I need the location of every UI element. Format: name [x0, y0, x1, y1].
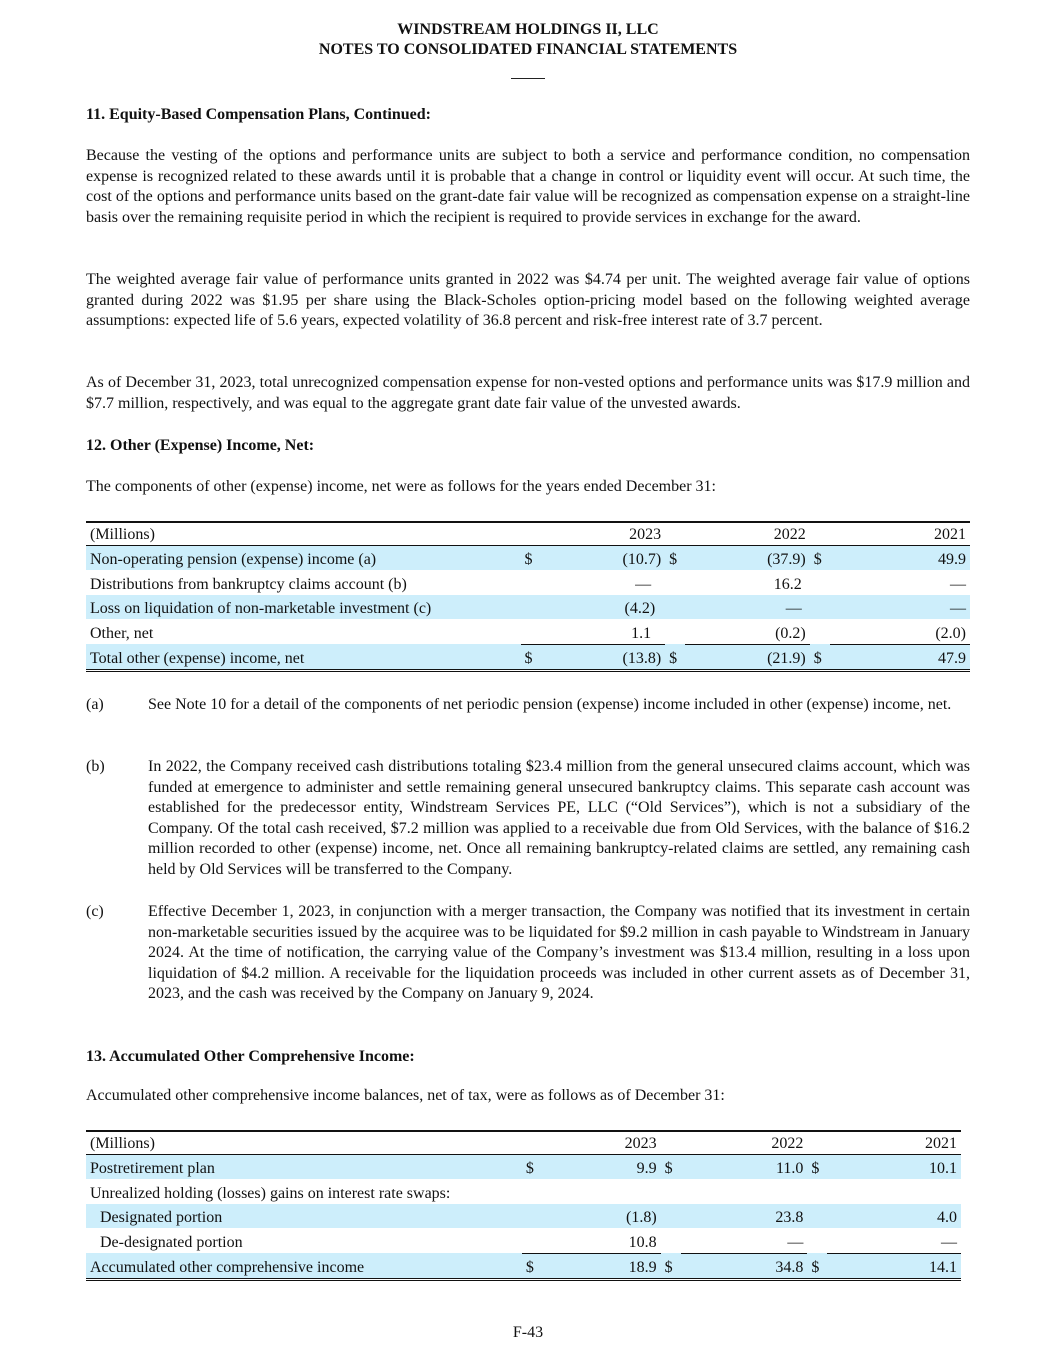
section-11-paragraph-2 — [86, 270, 970, 332]
table-total-row — [86, 1253, 961, 1279]
year-header: 2023 — [542, 1131, 661, 1155]
currency-symbol — [807, 1204, 827, 1228]
value-2022: (21.9) — [685, 644, 810, 670]
footnote-a — [86, 695, 970, 716]
footnote-text: See Note 10 for a detail of the components of net periodic pension (expense) income included in other (expense) income, net. — [148, 696, 952, 713]
row-label: Total other (expense) income, net — [86, 644, 521, 670]
paragraph-text: As of December 31, 2023, total unrecognized compensation expense for non-vested options and performance units was $17.9 million and $7.7 million, respectively, and was equal to the aggregate grant date fair value of the unvested awards. — [86, 374, 970, 412]
page-number: F-43 — [512, 1324, 544, 1341]
value-2022: 16.2 — [773, 575, 802, 593]
value-2022: (37.9) — [685, 546, 810, 571]
currency-symbol — [521, 595, 541, 619]
unit-label: (Millions) — [86, 1131, 522, 1155]
value-2022: 23.8 — [681, 1204, 808, 1228]
currency-symbol: $ — [810, 644, 830, 670]
value-2023: 18.9 — [542, 1253, 661, 1279]
row-label: Non-operating pension (expense) income (a) — [86, 546, 521, 571]
currency-symbol: $ — [661, 1253, 681, 1279]
row-label: Other, net — [90, 625, 154, 643]
value-2023: (10.7) — [540, 546, 665, 571]
currency-symbol: $ — [522, 1155, 542, 1180]
year-header: 2022 — [681, 1131, 808, 1155]
aoci-table — [86, 1130, 961, 1281]
footnote-text: In 2022, the Company received cash distributions totaling $23.4 million from the general unsecured claims account, which was funded at emergence to administer and settle remaining general unsecured bankruptcy claims. This separate cash account was established for the predecessor entity, Windstream Services PE, LLC (“Old Services”), which is not a subsidiary of the Company. Of the total cash received, $7.2 million was applied to a receivable due from Old Services, with the balance of $16.2 million recorded to other (expense) income, net. Once all remaining bankruptcy-related claims are settled, any remaining cash held by Old Services will be transferred to the Company. — [148, 758, 970, 878]
table-row — [86, 570, 970, 594]
currency-symbol — [521, 570, 541, 594]
value-2021: 4.0 — [827, 1204, 961, 1228]
section-12-heading: 12. Other (Expense) Income, Net: — [86, 437, 315, 454]
currency-symbol — [807, 1228, 827, 1253]
currency-symbol — [522, 1228, 542, 1253]
currency-symbol: $ — [521, 644, 541, 670]
row-label: Distributions from bankruptcy claims account (b) — [90, 575, 407, 593]
table-header-row — [86, 1131, 961, 1155]
row-label: Loss on liquidation of non-marketable investment (c) — [86, 595, 521, 619]
year-header: 2021 — [827, 1131, 961, 1155]
other-income-table — [86, 521, 970, 672]
currency-symbol: $ — [807, 1253, 827, 1279]
currency-symbol: $ — [810, 546, 830, 571]
currency-symbol — [665, 595, 685, 619]
year-header: 2022 — [685, 522, 810, 546]
value-2021: 10.1 — [827, 1155, 961, 1180]
row-label: Unrealized holding (losses) gains on interest rate swaps: — [90, 1184, 451, 1202]
section-11-heading: 11. Equity-Based Compensation Plans, Continued: — [86, 106, 431, 123]
value-2023: (4.2) — [540, 595, 665, 619]
currency-symbol: $ — [665, 644, 685, 670]
currency-symbol: $ — [665, 546, 685, 571]
table-row — [86, 1204, 961, 1228]
value-2021: 14.1 — [827, 1253, 961, 1279]
table-row — [86, 1155, 961, 1180]
currency-symbol: $ — [521, 546, 541, 571]
currency-symbol: $ — [522, 1253, 542, 1279]
row-label: Designated portion — [86, 1204, 522, 1228]
value-2023: — — [635, 575, 652, 593]
table-header-row — [86, 522, 970, 546]
row-label: Accumulated other comprehensive income — [86, 1253, 522, 1279]
currency-symbol — [665, 619, 685, 644]
currency-symbol — [661, 1228, 681, 1253]
value-2023: (13.8) — [540, 644, 665, 670]
section-13-heading: 13. Accumulated Other Comprehensive Income: — [86, 1048, 415, 1065]
footnote-c — [86, 902, 970, 1005]
table-row — [86, 1179, 961, 1203]
paragraph-text: Because the vesting of the options and performance units are subject to both a service and performance condition, no compensation expense is recognized related to these awards until it is probable that a change in control or liquidity event will occur. At such time, the cost of the options and performance units based on the grant-date fair value will be recognized as compensation expense on a straight-line basis over the remaining requisite period in which the recipient is required to provide services in exchange for the award. — [86, 147, 970, 226]
value-2021: — — [830, 595, 970, 619]
currency-symbol — [810, 570, 830, 594]
section-11-paragraph-1 — [86, 146, 970, 228]
currency-symbol — [810, 595, 830, 619]
footnote-text: Effective December 1, 2023, in conjunction with a merger transaction, the Company was notified that its investment in certain non-marketable securities issued by the acquiree was to be liquidated for $9.2 million in cash payable to Windstream in January 2024. At the time of notification, the carrying value of the Company’s investment was $13.4 million, resulting in a loss upon liquidation of $4.2 million. A receivable for the liquidation proceeds was included in other current assets as of December 31, 2023, and the cash was received by the Company on January 9, 2024. — [148, 903, 970, 1003]
section-11-paragraph-3 — [86, 373, 970, 414]
value-2023: 1.1 — [540, 619, 665, 644]
footnote-marker: (a) — [86, 696, 104, 713]
unit-label: (Millions) — [86, 522, 521, 546]
paragraph-text: The weighted average fair value of performance units granted in 2022 was $4.74 per unit. The weighted average fair value of options granted during 2022 was $1.95 per share using the Black-Scholes option-pricing model based on the following weighted average assumptions: expected life of 5.6 years, expected volatility of 36.8 percent and risk-free interest rate of 3.7 percent. — [86, 271, 970, 330]
table-row — [86, 546, 970, 571]
row-label: Postretirement plan — [86, 1155, 522, 1180]
value-2022: 34.8 — [681, 1253, 808, 1279]
section-12-intro: The components of other (expense) income, net were as follows for the years ended December 31: — [86, 478, 716, 495]
section-13-intro: Accumulated other comprehensive income balances, net of tax, were as follows as of December 31: — [86, 1087, 725, 1104]
table-row — [86, 619, 970, 644]
value-2022: (0.2) — [685, 619, 810, 644]
footnote-b — [86, 757, 970, 881]
footnote-marker: (c) — [86, 903, 104, 920]
value-2023: 10.8 — [542, 1228, 661, 1253]
value-2022: — — [685, 595, 810, 619]
company-name: WINDSTREAM HOLDINGS II, LLC — [397, 21, 659, 38]
row-label: De-designated portion — [100, 1234, 243, 1252]
table — [86, 1130, 961, 1281]
currency-symbol — [522, 1204, 542, 1228]
value-2021: 49.9 — [830, 546, 970, 571]
currency-symbol: $ — [807, 1155, 827, 1180]
table-row — [86, 595, 970, 619]
currency-symbol: $ — [661, 1155, 681, 1180]
document-title: NOTES TO CONSOLIDATED FINANCIAL STATEMENTS — [318, 41, 738, 58]
value-2021: — — [950, 575, 966, 593]
footnote-marker: (b) — [86, 758, 105, 775]
currency-symbol — [661, 1204, 681, 1228]
table — [86, 521, 970, 672]
year-header: 2023 — [540, 522, 665, 546]
value-2022: 11.0 — [681, 1155, 808, 1180]
currency-symbol — [665, 570, 685, 594]
value-2021: 47.9 — [830, 644, 970, 670]
value-2021: — — [827, 1228, 961, 1253]
currency-symbol — [521, 619, 541, 644]
table-row — [86, 1228, 961, 1253]
value-2022: — — [681, 1228, 808, 1253]
value-2021: (2.0) — [830, 619, 970, 644]
currency-symbol — [810, 619, 830, 644]
value-2023: 9.9 — [542, 1155, 661, 1180]
header-divider — [511, 78, 545, 79]
table-total-row — [86, 644, 970, 670]
value-2023: (1.8) — [542, 1204, 661, 1228]
year-header: 2021 — [830, 522, 970, 546]
